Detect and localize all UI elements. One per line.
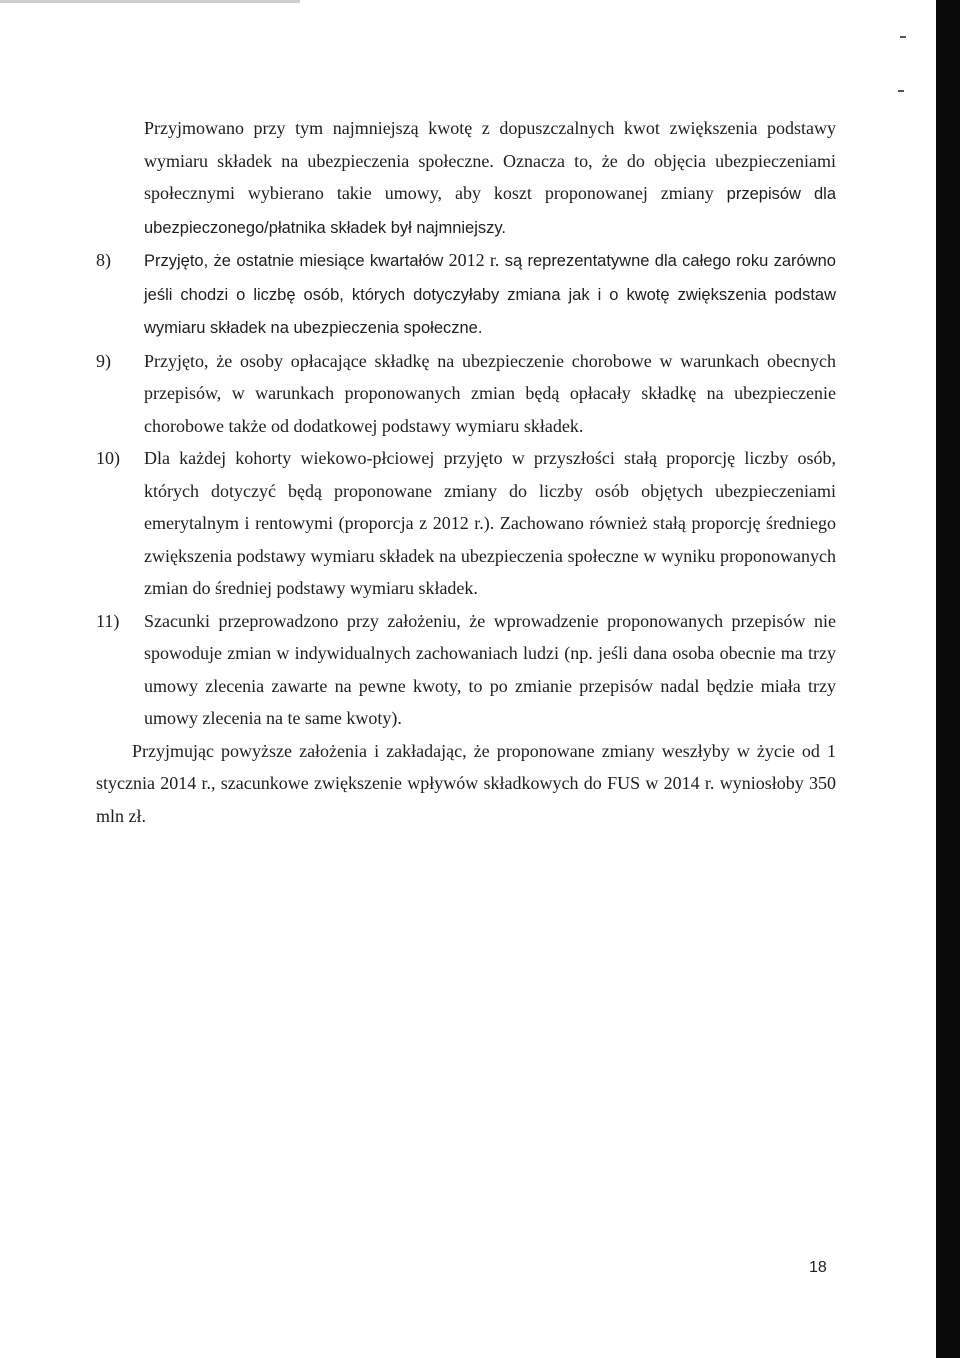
list-item-11 (96, 605, 836, 735)
page-number: 18 (809, 1259, 827, 1276)
list-item-number: 9) (96, 350, 111, 371)
scan-edge-top (0, 0, 300, 3)
list-item-text: Przyjęto, że osoby opłacające składkę na ubezpieczenie chorobowe w warunkach obecnych przepisów, w warunkach proponowanych zmian będą opłacały składkę na ubezpieczenie chorobowe także od dodatkowej podstawy wymiaru składek. (144, 350, 836, 436)
intro-paragraph (96, 112, 836, 244)
document-body (96, 112, 836, 832)
list-item-8 (96, 244, 836, 345)
closing-paragraph: Przyjmując powyższe założenia i zakładając, że proponowane zmiany weszłyby w życie od 1 stycznia 2014 r., szacunkowe zwiększenie wpływów składkowych do FUS w 2014 r. wyniosłoby 350 mln zł. (96, 740, 836, 826)
list-item-text-part2: 2012 r. (448, 250, 505, 270)
list-item-text-part3: są reprezentatywne dla całego roku zarówno jeśli chodzi o liczbę osób, których dotyczyłaby zmiana jak i o kwotę zwiększenia podstaw wymiaru składek na ubezpieczenia społeczne. (144, 252, 836, 337)
list-item-text: Szacunki przeprowadzono przy założeniu, że wprowadzenie proponowanych przepisów nie spowoduje zmian w indywidualnych zachowaniach ludzi (np. jeśli dana osoba obecnie ma trzy umowy zlecenia zawarte na pewne kwoty, to po zmianie przepisów nadal będzie miała trzy umowy zlecenia na te same kwoty). (144, 610, 836, 728)
scan-mark (900, 36, 906, 38)
intro-paragraph-tail: przepisów dla ubezpieczonego/płatnika składek był najmniejszy. (144, 185, 836, 237)
list-item-text-part1: Przyjęto, że ostatnie miesiące kwartałów (144, 252, 449, 270)
list-item-9 (96, 345, 836, 443)
list-item-number: 11) (96, 610, 120, 631)
list-item-10 (96, 442, 836, 605)
list-item-number: 8) (96, 250, 111, 270)
scan-mark (898, 90, 904, 92)
list-item-number: 10) (96, 448, 120, 468)
list-item-text: Dla każdej kohorty wiekowo-płciowej przyjęto w przyszłości stałą proporcję liczby osób, których dotyczyć będą proponowane zmiany do liczby osób objętych ubezpieczeniami emerytalnym i rentowymi (proporcja z 2012 r.). Zachowano również stałą proporcję średniego zwiększenia podstawy wymiaru składek na ubezpieczenia społeczne w wyniku proponowanych zmian do średniej podstawy wymiaru składek. (144, 448, 836, 598)
intro-paragraph-text: Przyjmowano przy tym najmniejszą kwotę z dopuszczalnych kwot zwiększenia podstawy wymiaru składek na ubezpieczenia społeczne. Oznacza to, że do objęcia ubezpieczeniami społecznymi wybierano takie umowy, aby koszt proponowanej zmiany (144, 118, 836, 203)
scan-edge-right (936, 0, 960, 1358)
